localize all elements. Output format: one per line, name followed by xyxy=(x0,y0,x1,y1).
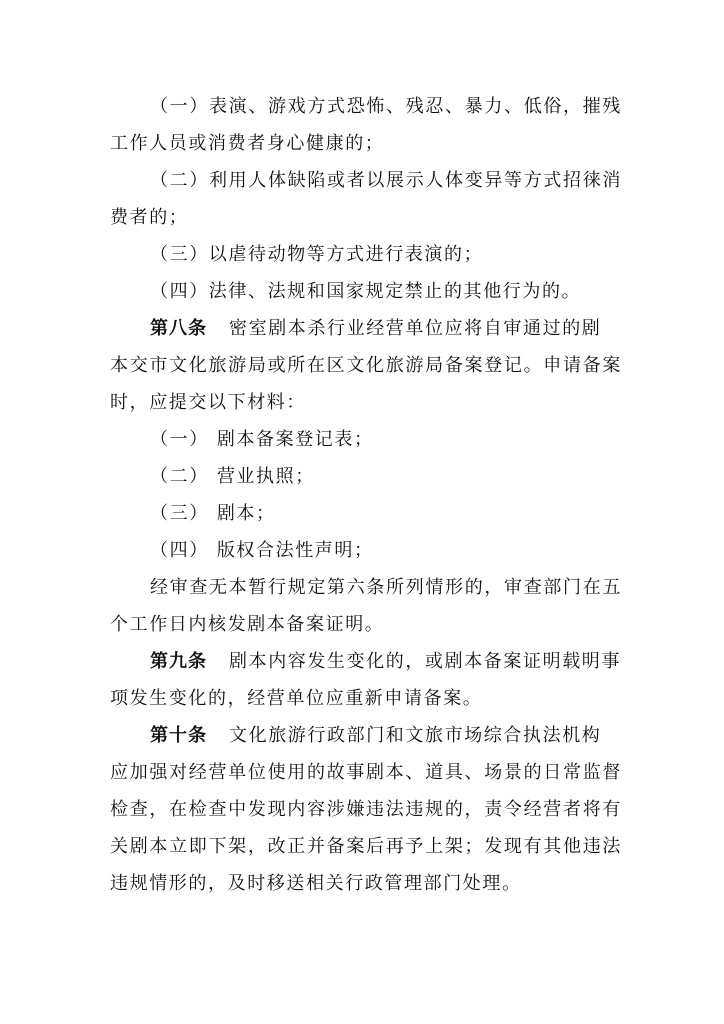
material-item-number: （四） xyxy=(150,540,209,561)
article-10-line-5: 违规情形的，及时移送相关行政管理部门处理。 xyxy=(110,873,522,894)
clause-line-5: （三）以虐待动物等方式进行表演的； xyxy=(150,244,484,265)
material-item-3 xyxy=(110,495,622,532)
document-body xyxy=(110,88,622,902)
article-9-first-line xyxy=(110,643,622,680)
material-item-4 xyxy=(110,532,622,569)
clause-line-6: （四）法律、法规和国家规定禁止的其他行为的。 xyxy=(150,281,582,302)
material-item-2 xyxy=(110,458,622,495)
article-8-line-3: 时，应提交以下材料： xyxy=(110,392,306,413)
article-8-first-line xyxy=(110,310,622,347)
article-10-first-line xyxy=(110,717,622,754)
clause-line-1: （一）表演、游戏方式恐怖、残忍、暴力、低俗，摧残 xyxy=(150,96,622,117)
article-8-line-2: 本交市文化旅游局或所在区文化旅游局备案登记。申请备案 xyxy=(110,355,622,376)
material-item-text: 剧本备案登记表； xyxy=(216,429,374,450)
material-item-number: （一） xyxy=(150,429,209,450)
clause-line-2: 工作人员或消费者身心健康的； xyxy=(110,133,385,154)
article-10-heading: 第十条 xyxy=(150,725,207,746)
article-9-heading: 第九条 xyxy=(150,651,207,672)
review-line-2: 个工作日内核发剧本备案证明。 xyxy=(110,614,385,635)
material-item-text: 版权合法性声明； xyxy=(216,540,374,561)
material-item-1 xyxy=(110,421,622,458)
article-10-line-4: 关剧本立即下架，改正并备案后再予上架；发现有其他违法 xyxy=(110,836,622,857)
review-line-1: 经审查无本暂行规定第六条所列情形的，审查部门在五 xyxy=(150,577,622,598)
material-item-text: 营业执照； xyxy=(216,466,315,487)
material-item-number: （二） xyxy=(150,466,209,487)
article-10-text: 文化旅游行政部门和文旅市场综合执法机构 xyxy=(229,725,602,746)
article-8-heading: 第八条 xyxy=(150,318,207,339)
article-9-line-2: 项发生变化的，经营单位应重新申请备案。 xyxy=(110,688,483,709)
article-9-text: 剧本内容发生变化的，或剧本备案证明载明事 xyxy=(229,651,621,672)
article-8-text: 密室剧本杀行业经营单位应将自审通过的剧 xyxy=(229,318,602,339)
material-item-text: 剧本； xyxy=(216,503,276,524)
clause-line-4: 费者的； xyxy=(110,207,189,228)
article-10-line-2: 应加强对经营单位使用的故事剧本、道具、场景的日常监督 xyxy=(110,762,622,783)
clause-line-3: （二）利用人体缺陷或者以展示人体变异等方式招徕消 xyxy=(150,170,622,191)
article-10-line-3: 检查，在检查中发现内容涉嫌违法违规的，责令经营者将有 xyxy=(110,799,622,820)
material-item-number: （三） xyxy=(150,503,209,524)
